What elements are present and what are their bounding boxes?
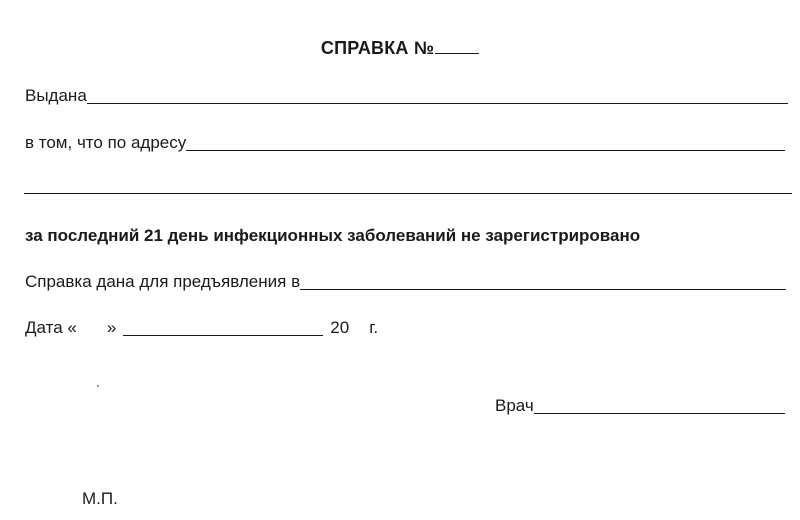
certificate-number-field[interactable] [435,39,479,54]
date-year-prefix: 20 [330,318,350,337]
date-close-quote: » [106,318,117,337]
doctor-label: Врач [495,396,534,415]
purpose-field[interactable] [300,273,786,290]
doctor-signature-row [495,396,785,416]
purpose-label: Справка дана для предъявления в [25,272,301,291]
date-row [25,318,378,338]
address-field[interactable] [186,134,785,151]
issued-to-label: Выдана [25,86,87,105]
address-label: в том, что по адресу [25,133,187,152]
stamp-placeholder: М.П. [82,489,118,508]
address-row [25,133,785,153]
issued-to-row [25,86,788,106]
purpose-row [25,272,786,292]
address-continuation-field[interactable] [24,179,792,194]
doctor-signature-field[interactable] [534,397,785,414]
form-title-text: СПРАВКА № [320,38,435,58]
date-label: Дата « [25,318,77,337]
address-continuation-row [24,179,792,196]
issued-to-field[interactable] [87,87,788,104]
scan-speck [97,385,99,387]
date-year-suffix: г. [369,318,379,337]
date-month-field[interactable] [123,319,323,336]
statement-text: за последний 21 день инфекционных заболеваний не зарегистрировано [25,226,641,245]
form-title [0,38,800,59]
